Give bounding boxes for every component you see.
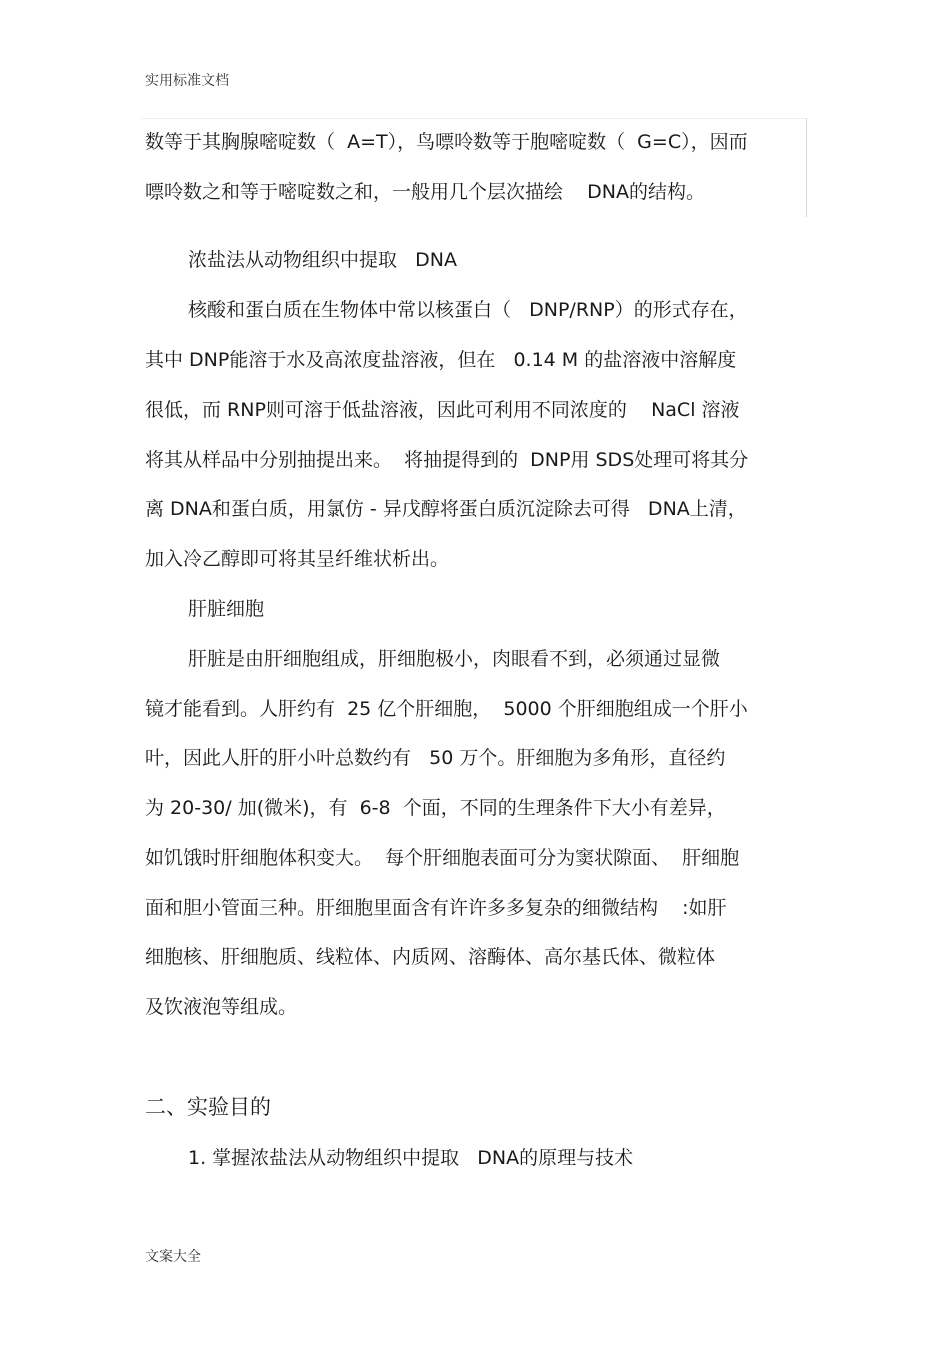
- text-line: 将其从样品中分别抽提出来。 将抽提得到的 DNP用 SDS处理可将其分: [145, 449, 749, 471]
- text-line: 及饮液泡等组成。: [145, 996, 298, 1018]
- text-line: 离 DNA和蛋白质，用氯仿 - 异戊醇将蛋白质沉淀除去可得 DNA上清，: [145, 498, 747, 520]
- text-line: 其中 DNP能溶于水及高浓度盐溶液，但在 0.14 M 的盐溶液中溶解度: [145, 349, 737, 371]
- text-line: 为 20-30/ 加(微米)，有 6-8 个面，不同的生理条件下大小有差异，: [145, 797, 726, 819]
- text-line: 嘌呤数之和等于嘧啶数之和，一般用几个层次描绘 DNA的结构。: [145, 181, 706, 203]
- text-line: 叶，因此人肝的肝小叶总数约有 50 万个。肝细胞为多角形，直径约: [145, 747, 726, 769]
- text-line: 镜才能看到。人肝约有 25 亿个肝细胞， 5000 个肝细胞组成一个肝小: [145, 698, 748, 720]
- section-heading-dna-extraction: 浓盐法从动物组织中提取 DNA: [188, 249, 457, 271]
- text-line: 很低，而 RNP则可溶于低盐溶液，因此可利用不同浓度的 NaCl 溶液: [145, 399, 740, 421]
- page-header: 实用标准文档: [145, 73, 229, 89]
- page-footer: 文案大全: [145, 1249, 201, 1265]
- section-heading-liver-cells: 肝脏细胞: [188, 598, 265, 620]
- text-line: 面和胆小管面三种。肝细胞里面含有许许多多复杂的细微结构 :如肝: [145, 897, 727, 919]
- list-item: 1. 掌握浓盐法从动物组织中提取 DNA的原理与技术: [188, 1147, 634, 1169]
- text-line: 肝脏是由肝细胞组成，肝细胞极小，肉眼看不到，必须通过显微: [188, 648, 721, 670]
- text-line: 如饥饿时肝细胞体积变大。 每个肝细胞表面可分为窦状隙面、 肝细胞: [145, 847, 740, 869]
- text-line: 加入冷乙醇即可将其呈纤维状析出。: [145, 548, 450, 570]
- text-line: 数等于其胸腺嘧啶数（ A=T），鸟嘌呤数等于胞嘧啶数（ G=C），因而: [145, 131, 748, 153]
- text-line: 细胞核、肝细胞质、线粒体、内质网、溶酶体、高尔基氏体、微粒体: [145, 946, 716, 968]
- section-title-experiment-purpose: 二、实验目的: [145, 1095, 271, 1119]
- text-line: 核酸和蛋白质在生物体中常以核蛋白（ DNP/RNP）的形式存在，: [188, 299, 748, 321]
